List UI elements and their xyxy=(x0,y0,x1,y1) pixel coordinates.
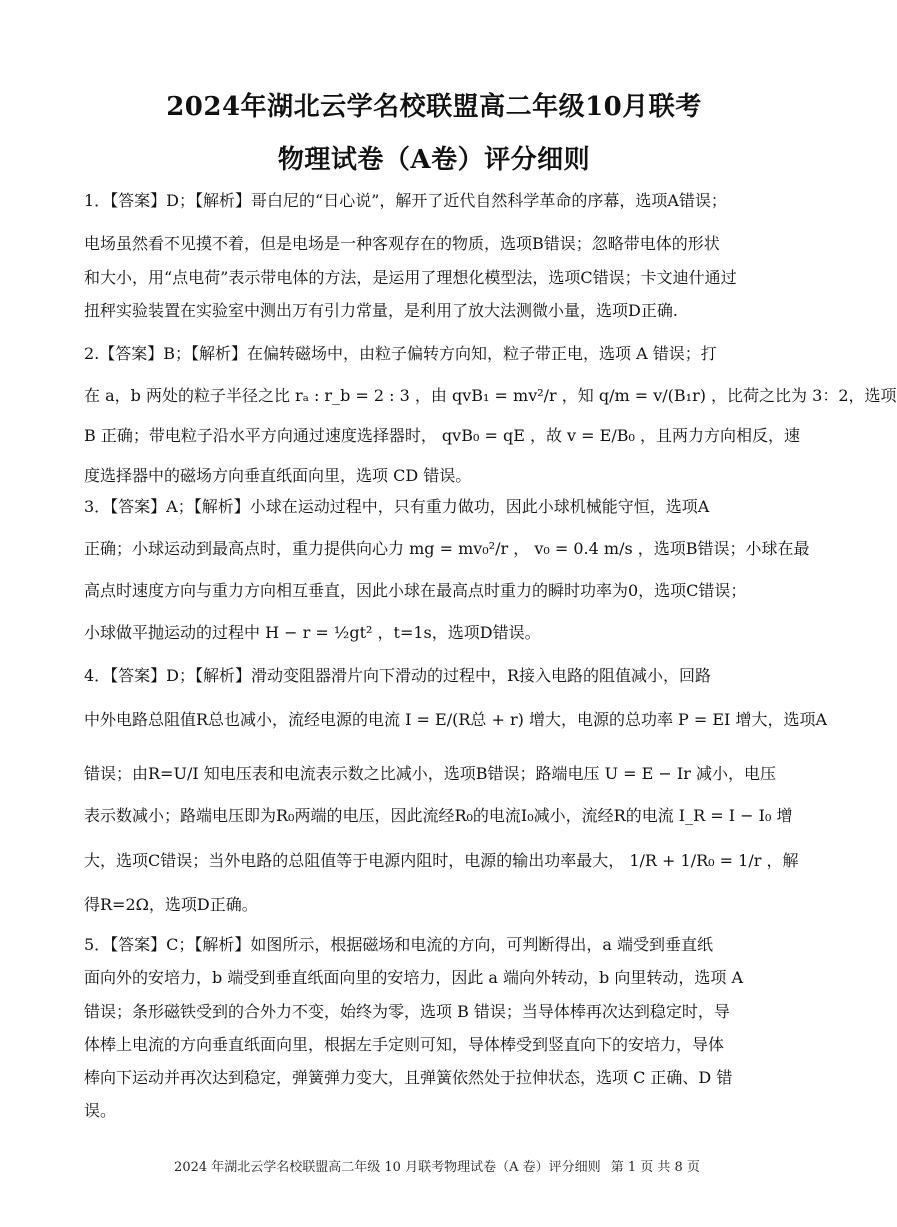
text-line: 表示数减小；路端电压即为R₀两端的电压，因此流经R₀的电流I₀减小，流经R的电流 I_R = I − I₀ 增 xyxy=(84,806,793,825)
text-line: 大，选项C错误；当外电路的总阻值等于电源内阻时，电源的输出功率最大， 1/R + 1/R₀ = 1/r ，解 xyxy=(84,851,799,870)
text-line: 得R=2Ω，选项D正确。 xyxy=(84,895,258,914)
text-line: 和大小，用“点电荷”表示带电体的方法，是运用了理想化模型法，选项C错误；卡文迪什通过 xyxy=(84,268,737,287)
text-line: 错误；条形磁铁受到的合外力不变，始终为零，选项 B 错误；当导体棒再次达到稳定时，导 xyxy=(84,1002,730,1021)
text-line: 1．【答案】D；【解析】哥白尼的“日心说”，解开了近代自然科学革命的序幕，选项A错误； xyxy=(84,191,727,210)
document-subtitle: 物理试卷（A卷）评分细则 xyxy=(277,145,591,175)
text-line: 5．【答案】C；【解析】如图所示，根据磁场和电流的方向，可判断得出，a 端受到垂直纸 xyxy=(84,935,714,954)
page-footer xyxy=(0,1156,868,1175)
footer-title: 2024 年湖北云学名校联盟高二年级 10 月联考物理试卷（A 卷）评分细则 xyxy=(174,1160,601,1175)
text-line: 高点时速度方向与重力方向相互垂直，因此小球在最高点时重力的瞬时功率为0，选项C错误； xyxy=(84,581,747,600)
text-line: B 正确；带电粒子沿水平方向通过速度选择器时， qvB₀ = qE ，故 v = E/B₀ ，且两力方向相反，速 xyxy=(84,426,801,445)
text-line: 扭秤实验装置在实验室中测出万有引力常量，是利用了放大法测微小量，选项D正确. xyxy=(84,301,678,320)
page-number: 第 1 页 共 8 页 xyxy=(610,1160,700,1175)
text-line: 度选择器中的磁场方向垂直纸面向里，选项 CD 错误。 xyxy=(84,466,472,485)
text-line: 错误；由R=U/I 知电压表和电流表示数之比减小，选项B错误；路端电压 U = E − Ir 减小，电压 xyxy=(84,764,776,783)
text-line: 4．【答案】D；【解析】滑动变阻器滑片向下滑动的过程中，R接入电路的阻值减小，回路 xyxy=(84,666,712,685)
text-line: 中外电路总阻值R总也减小，流经电源的电流 I = E/(R总 + r) 增大，电源的总功率 P = EI 增大，选项A xyxy=(84,710,828,729)
text-line: 2.【答案】B；【解析】在偏转磁场中，由粒子偏转方向知，粒子带正电，选项 A 错误；打 xyxy=(84,344,717,363)
text-line: 正确；小球运动到最高点时，重力提供向心力 mg = mv₀²/r ， v₀ = 0.4 m/s ，选项B错误；小球在最 xyxy=(84,539,810,558)
text-line: 3．【答案】A；【解析】小球在运动过程中，只有重力做功，因此小球机械能守恒，选项A xyxy=(84,497,710,516)
text-line: 电场虽然看不见摸不着，但是电场是一种客观存在的物质，选项B错误；忽略带电体的形状 xyxy=(84,234,720,253)
text-line: 在 a，b 两处的粒子半径之比 rₐ : r_b = 2 : 3 ，由 qvB₁ = mv²/r ，知 q/m = v/(B₁r) ，比荷之比为 3：2，选项 xyxy=(84,386,897,405)
document-title: 2024年湖北云学名校联盟高二年级10月联考 xyxy=(166,92,702,122)
text-line: 面向外的安培力，b 端受到垂直纸面向里的安培力，因此 a 端向外转动，b 向里转动，选项 A xyxy=(84,968,744,987)
text-line: 棒向下运动并再次达到稳定，弹簧弹力变大，且弹簧依然处于拉伸状态，选项 C 正确、D 错 xyxy=(84,1068,733,1087)
text-line: 体棒上电流的方向垂直纸面向里，根据左手定则可知，导体棒受到竖直向下的安培力，导体 xyxy=(84,1035,725,1054)
text-line: 小球做平抛运动的过程中 H − r = ½gt² ，t=1s，选项D错误。 xyxy=(84,623,541,642)
text-line: 误。 xyxy=(84,1101,117,1120)
